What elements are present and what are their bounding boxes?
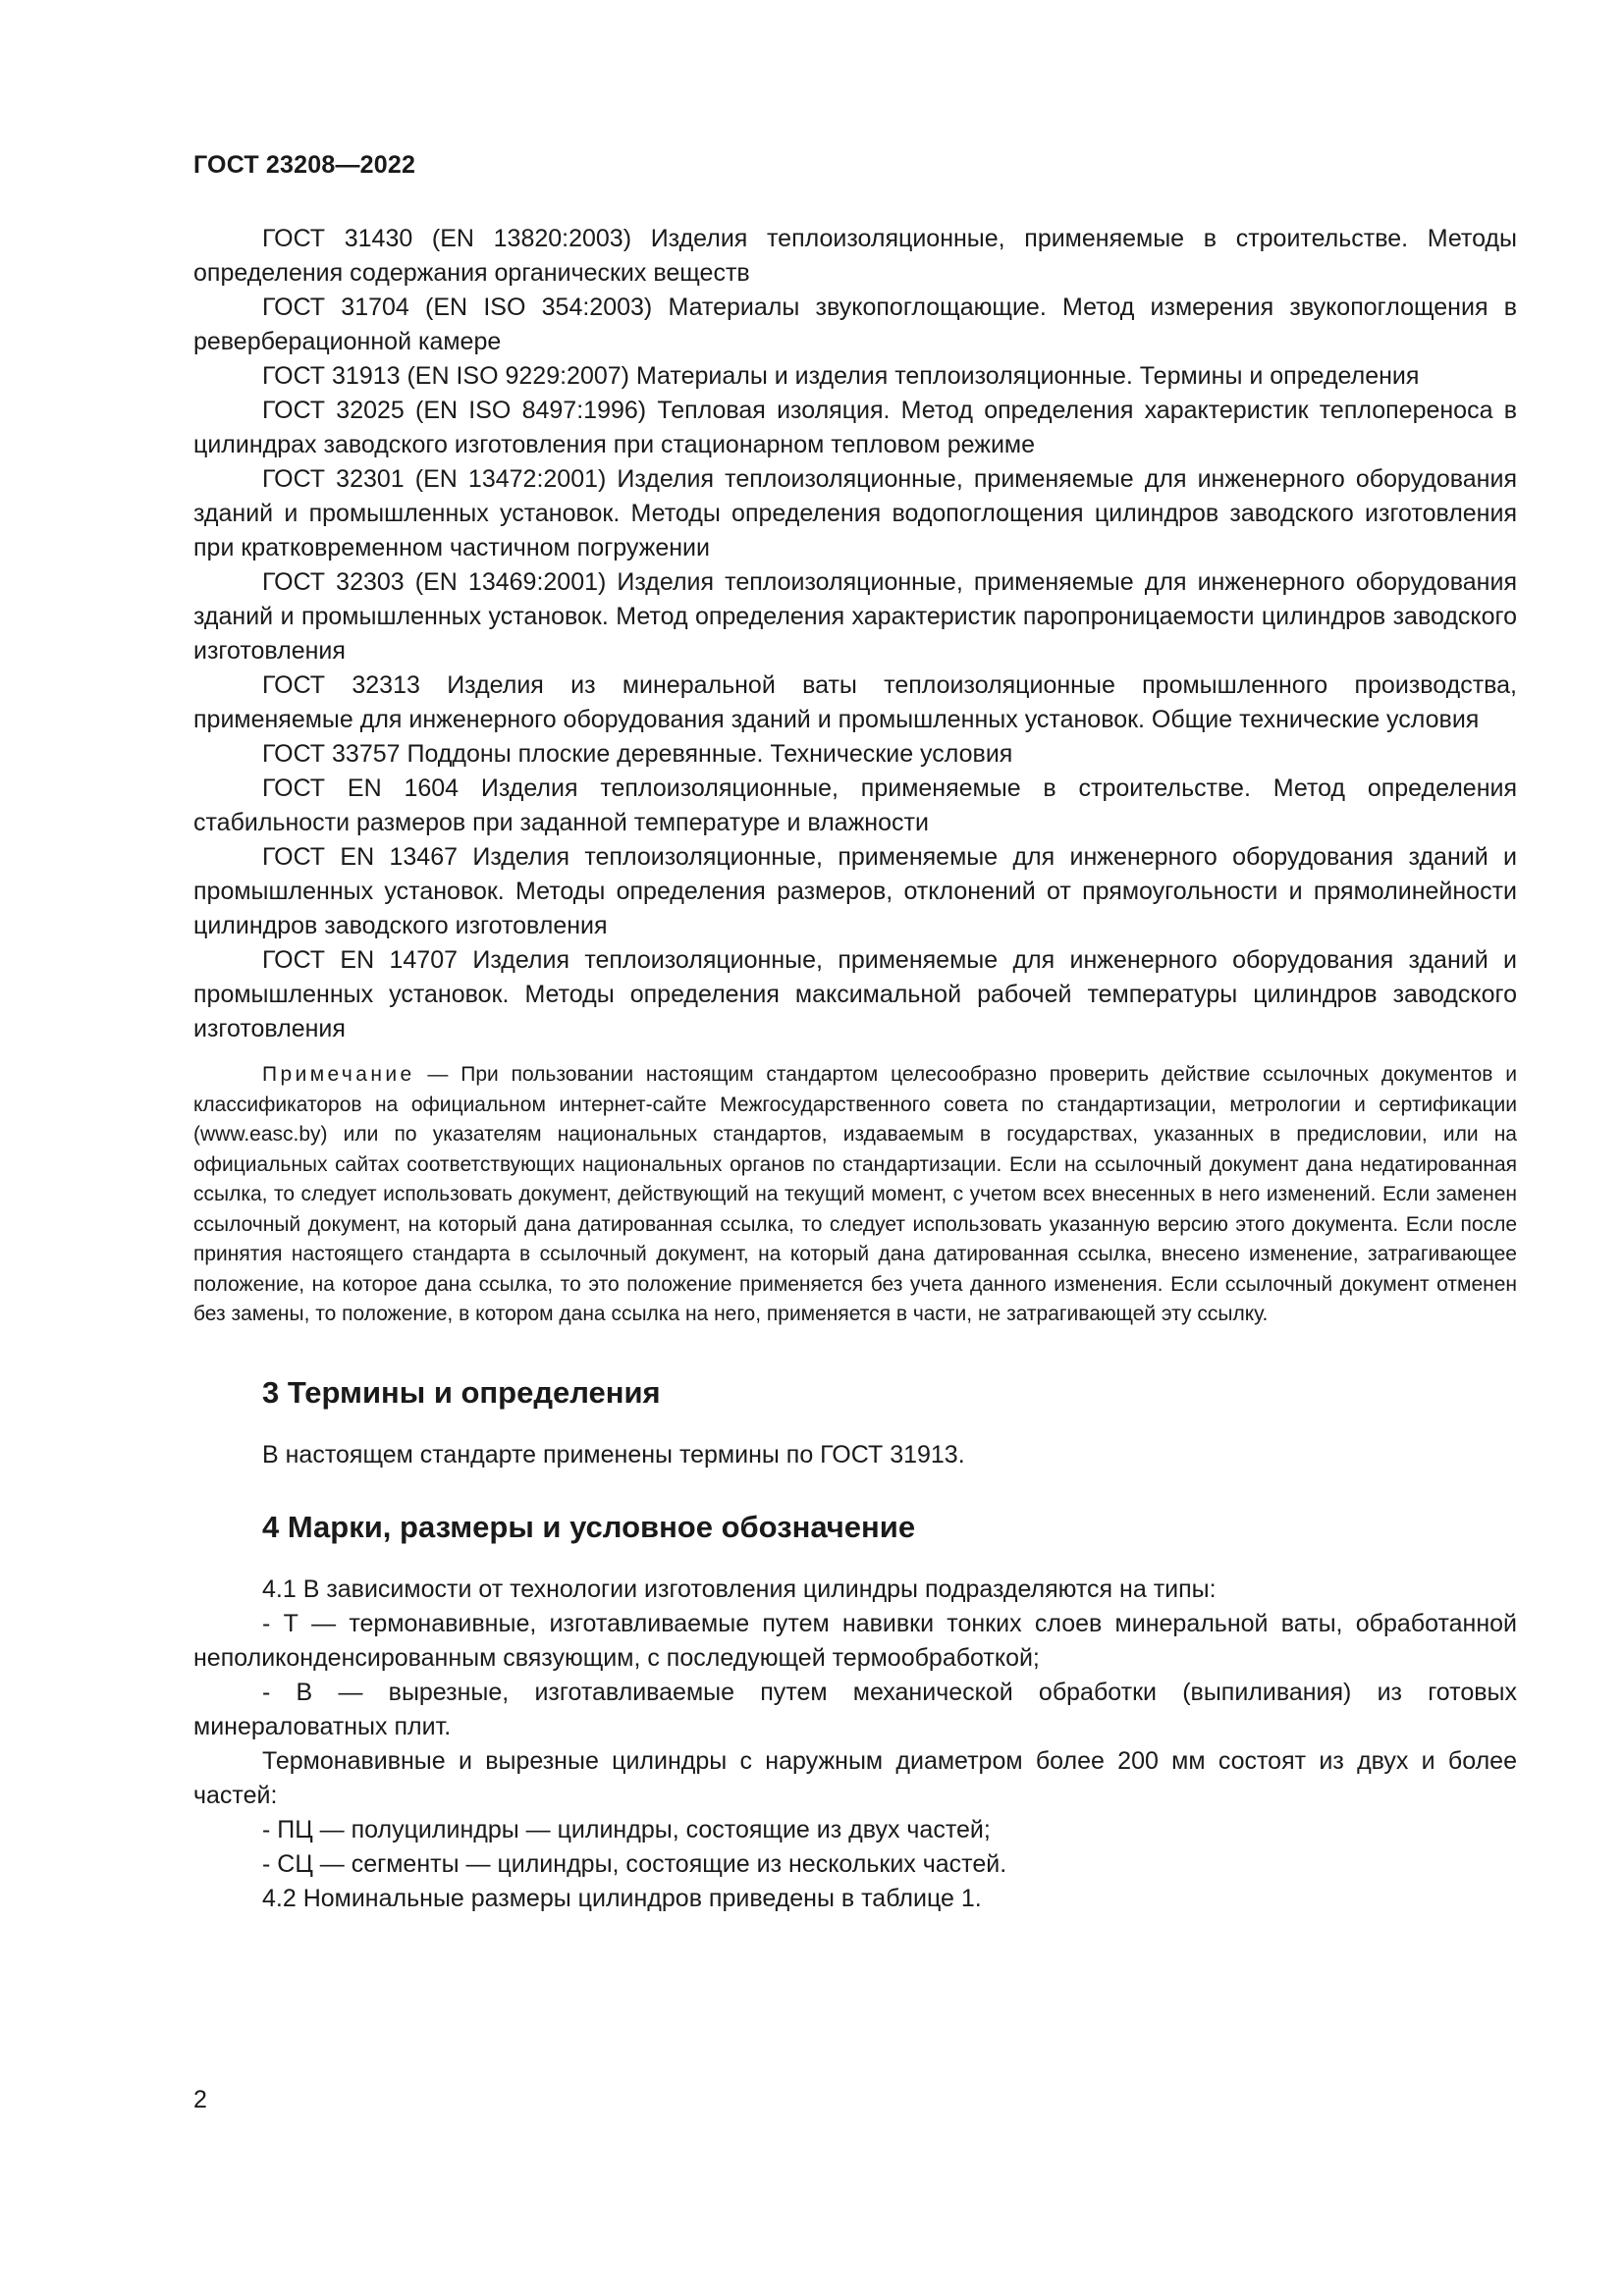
section-4-paragraph: Термонавивные и вырезные цилиндры с наружным диаметром более 200 мм состоят из двух и более частей:: [193, 1746, 1517, 1809]
section-4-content: [193, 1573, 1517, 1916]
document-body: [193, 222, 1517, 1916]
page-number: 2: [193, 2086, 207, 2113]
reference-item: ГОСТ 31704 (EN ISO 354:2003) Материалы звукопоглощающие. Метод измерения звукопоглощения в реверберационной камере: [193, 294, 1517, 355]
reference-item: ГОСТ 32303 (EN 13469:2001) Изделия теплоизоляционные, применяемые для инженерного оборудования зданий и промышленных установок. Метод определения характеристик паропроницаемости цилиндров заводского изготовления: [193, 568, 1517, 665]
section-4-paragraph: - СЦ — сегменты — цилиндры, состоящие из нескольких частей.: [262, 1849, 1007, 1878]
section-4-paragraph: - В — вырезные, изготавливаемые путем механической обработки (выпиливания) из готовых минераловатных плит.: [193, 1678, 1517, 1740]
reference-item: ГОСТ 31430 (EN 13820:2003) Изделия теплоизоляционные, применяемые в строительстве. Методы определения содержания органических веществ: [193, 225, 1517, 287]
reference-item: ГОСТ EN 13467 Изделия теплоизоляционные, применяемые для инженерного оборудования зданий и промышленных установок. Методы определения размеров, отклонений от прямоугольности и прямолинейности цилиндров заводского изготовления: [193, 843, 1517, 939]
section-4-paragraph: 4.2 Номинальные размеры цилиндров приведены в таблице 1.: [262, 1884, 982, 1912]
note-text: — При пользовании настоящим стандартом целесообразно проверить действие ссылочных документов и классификаторов на официальном интернет-сайте Межгосударственного совета по стандартизации, метрологии и сертификации (www.easc.by) или по указателям национальных стандартов, издаваемым в государствах, указанных в предисловии, или на официальных сайтах соответствующих национальных органов по стандартизации. Если на ссылочный документ дана недатированная ссылка, то следует использовать документ, действующий на текущий момент, с учетом всех внесенных в него изменений. Если заменен ссылочный документ, на который дана датированная ссылка, то следует использовать указанную версию этого документа. Если после принятия настоящего стандарта в ссылочный документ, на который дана датированная ссылка, внесено изменение, затрагивающее положение, на которое дана ссылка, то это положение применяется без учета данного изменения. Если ссылочный документ отменен без замены, то положение, в котором дана ссылка на него, применяется в части, не затрагивающей эту ссылку.: [193, 1063, 1517, 1325]
section-4-paragraph: - ПЦ — полуцилиндры — цилиндры, состоящие из двух частей;: [262, 1815, 991, 1843]
section-4-heading: 4 Марки, размеры и условное обозначение: [262, 1509, 916, 1544]
note-paragraph: [193, 1060, 1517, 1330]
reference-item: ГОСТ 31913 (EN ISO 9229:2007) Материалы и изделия теплоизоляционные. Термины и определения: [262, 362, 1420, 390]
section-3-text: В настоящем стандарте применены термины по ГОСТ 31913.: [262, 1440, 965, 1468]
normative-references-list: [193, 222, 1517, 1046]
section-3-heading: 3 Термины и определения: [262, 1374, 661, 1410]
reference-item: ГОСТ EN 1604 Изделия теплоизоляционные, применяемые в строительстве. Метод определения стабильности размеров при заданной температуре и влажности: [193, 774, 1517, 836]
reference-item: ГОСТ 32301 (EN 13472:2001) Изделия теплоизоляционные, применяемые для инженерного оборудования зданий и промышленных установок. Методы определения водопоглощения цилиндров заводского изготовления при кратковременном частичном погружении: [193, 465, 1517, 561]
section-4-paragraph: - Т — термонавивные, изготавливаемые путем навивки тонких слоев минеральной ваты, обработанной неполиконденсированным связующим, с последующей термообработкой;: [193, 1609, 1517, 1672]
reference-item: ГОСТ 32025 (EN ISO 8497:1996) Тепловая изоляция. Метод определения характеристик теплопереноса в цилиндрах заводского изготовления при стационарном тепловом режиме: [193, 397, 1517, 458]
reference-item: ГОСТ EN 14707 Изделия теплоизоляционные, применяемые для инженерного оборудования зданий и промышленных установок. Методы определения максимальной рабочей температуры цилиндров заводского изготовления: [193, 946, 1517, 1042]
reference-item: ГОСТ 32313 Изделия из минеральной ваты теплоизоляционные промышленного производства, применяемые для инженерного оборудования зданий и промышленных установок. Общие технические условия: [193, 671, 1517, 733]
note-label: Примечание: [262, 1063, 415, 1086]
document-header: ГОСТ 23208—2022: [193, 151, 416, 179]
section-4-paragraph: 4.1 В зависимости от технологии изготовления цилиндры подразделяются на типы:: [262, 1575, 1217, 1603]
reference-item: ГОСТ 33757 Поддоны плоские деревянные. Технические условия: [262, 740, 1013, 768]
